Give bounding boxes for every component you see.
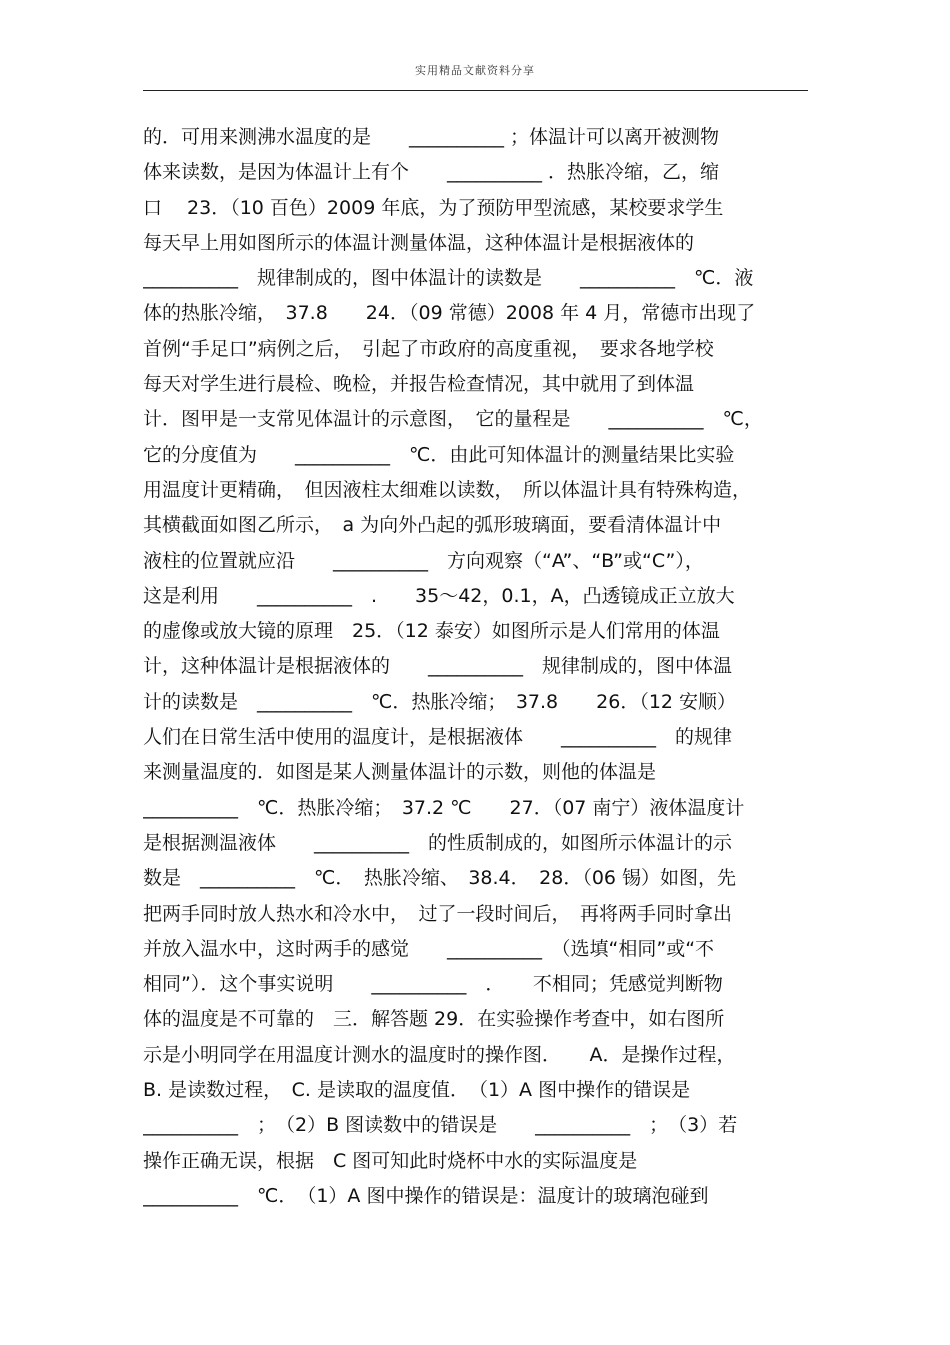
text-line: 体来读数，是因为体温计上有个 __________ ．热胀冷缩，乙，缩	[143, 161, 720, 184]
header-divider	[143, 90, 808, 91]
text-line: 示是小明同学在用温度计测水的温度时的操作图． A．是操作过程，	[143, 1043, 736, 1066]
text-line: 口 23．（10 百色）2009 年底，为了预防甲型流感，某校要求学生	[143, 196, 724, 219]
page-header-title: 实用精品文献资料分享	[415, 64, 535, 77]
text-line: 的虚像或放大镜的原理 25．（12 泰安）如图所示是人们常用的体温	[143, 620, 720, 643]
text-line: 每天早上用如图所示的体温计测量体温，这种体温计是根据液体的	[143, 231, 695, 254]
text-line: 其横截面如图乙所示， a 为向外凸起的弧形玻璃面，要看清体温计中	[143, 514, 722, 537]
text-line: 这是利用 __________ . 35～42，0.1，A，凸透镜成正立放大	[143, 584, 735, 607]
text-line: 用温度计更精确， 但因液柱太细难以读数， 所以体温计具有特殊构造，	[143, 478, 752, 501]
text-line: 来测量温度的．如图是某人测量体温计的示数，则他的体温是	[143, 761, 657, 784]
text-line: 它的分度值为 __________ ℃．由此可知体温计的测量结果比实验	[143, 443, 735, 466]
text-line: 是根据测温液体 __________ 的性质制成的，如图所示体温计的示	[143, 831, 733, 854]
document-body	[143, 120, 808, 1214]
text-line: 计的读数是 __________ ℃．热胀冷缩； 37.8 26．（12 安顺）	[143, 690, 737, 713]
text-line: 的．可用来测沸水温度的是 __________ ；体温计可以离开被测物	[143, 126, 720, 148]
text-line: 首例“手足口”病例之后， 引起了市政府的高度重视， 要求各地学校	[143, 337, 714, 360]
text-line: B. 是读数过程， C. 是读取的温度值． （1）A 图中操作的错误是	[143, 1079, 691, 1102]
text-line: 并放入温水中，这时两手的感觉 __________ （选填“相同”或“不	[143, 937, 715, 960]
text-line: 把两手同时放人热水和冷水中， 过了一段时间后， 再将两手同时拿出	[143, 902, 733, 925]
text-line: 计，这种体温计是根据液体的 __________ 规律制成的，图中体温	[143, 655, 733, 678]
text-line: 操作正确无误，根据 C 图可知此时烧杯中水的实际温度是	[143, 1149, 638, 1172]
text-line: 液柱的位置就应沿 __________ 方向观察（“A”、“B”或“C”），	[143, 549, 704, 572]
text-line: 相同”）．这个事实说明 __________ ． 不相同；凭感觉判断物	[143, 973, 723, 996]
text-line: 体的温度是不可靠的 三．解答题 29．在实验操作考查中，如右图所	[143, 1008, 725, 1031]
text-line: 计．图甲是一支常见体温计的示意图， 它的量程是 __________ ℃，	[143, 408, 763, 431]
text-line: __________ ℃．热胀冷缩； 37.2 ℃ 27．（07 南宁）液体温度计	[143, 796, 745, 819]
text-line: 每天对学生进行晨检、晚检，并报告检查情况，其中就用了到体温	[143, 373, 695, 396]
text-line: __________ ℃． （1）A 图中操作的错误是：温度计的玻璃泡碰到	[143, 1184, 709, 1207]
text-line: 人们在日常生活中使用的温度计，是根据液体 __________ 的规律	[143, 726, 733, 749]
text-line: __________ 规律制成的，图中体温计的读数是 __________ ℃．液	[143, 267, 754, 290]
text-line: __________ ； （2）B 图读数中的错误是 __________ ； （3）若	[143, 1114, 738, 1137]
text-line: 体的热胀冷缩， 37.8 24．（09 常德）2008 年 4 月，常德市出现了	[143, 302, 756, 325]
text-line: 数是 __________ ℃． 热胀冷缩、 38.4． 28．（06 锡）如图，先	[143, 867, 737, 890]
